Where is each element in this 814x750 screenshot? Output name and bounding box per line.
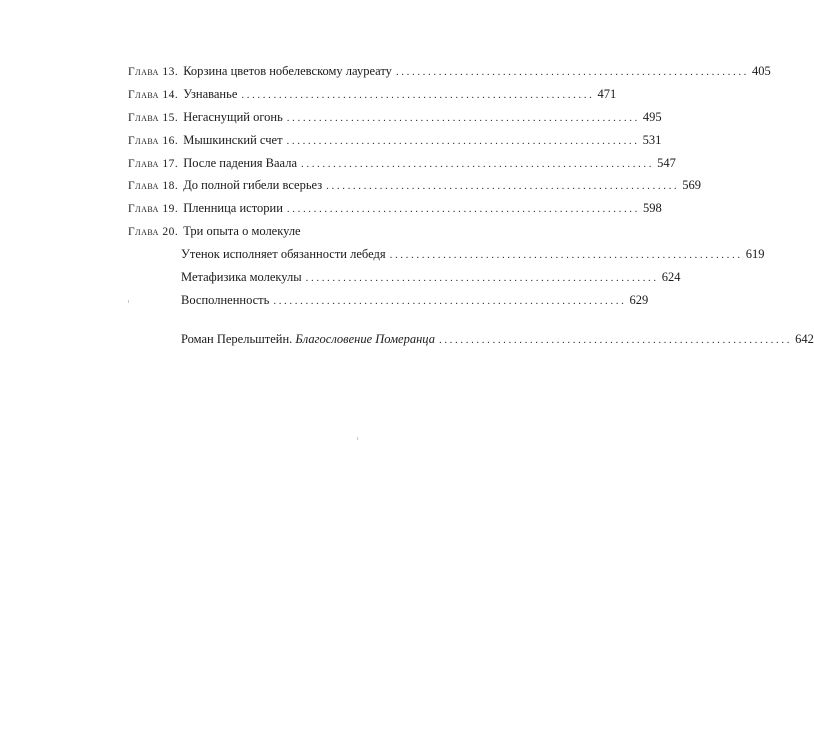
dot-leader: .................................................................. — [241, 88, 595, 101]
toc-entry-chapter-16 — [128, 129, 662, 152]
page-number: 598 — [643, 201, 662, 216]
toc-entry-chapter-20 — [128, 220, 500, 243]
chapter-number: Глава 15. — [128, 111, 179, 124]
toc-subentry — [128, 243, 765, 266]
subentry-title: Утенок исполняет обязанности лебедя — [181, 247, 386, 262]
chapter-title: Пленница истории — [183, 201, 283, 216]
dot-leader: .................................................................. — [438, 333, 793, 346]
dot-leader: .................................................................. — [395, 66, 750, 78]
page-number: 624 — [661, 270, 681, 285]
toc-entry-chapter-17 — [128, 152, 676, 175]
toc-subentry — [128, 289, 649, 312]
page-number: 471 — [597, 86, 617, 101]
chapter-title: Негаснущий огонь — [183, 109, 283, 124]
dot-leader: .................................................................. — [286, 111, 640, 124]
subentry-title: Восполненность — [181, 292, 270, 307]
chapter-title: После падения Ваала — [183, 155, 297, 170]
chapter-number: Глава 18. — [128, 180, 179, 193]
chapter-number: Глава 20. — [128, 226, 179, 239]
scan-speck — [357, 437, 358, 440]
chapter-number: Глава 16. — [128, 134, 179, 147]
page-number: 547 — [657, 155, 676, 170]
toc-entry-chapter-14 — [128, 83, 617, 106]
dot-leader: .................................................................. — [305, 272, 659, 285]
page-number: 531 — [642, 132, 662, 147]
dot-leader: .................................................................. — [301, 157, 655, 170]
toc-afterword — [128, 328, 814, 351]
scan-speck — [128, 300, 129, 303]
chapter-number: Глава 14. — [128, 88, 179, 101]
page-number: 569 — [682, 178, 702, 193]
page-number: 495 — [642, 109, 662, 124]
page-number: 619 — [745, 247, 765, 262]
chapter-title: Мышкинский счет — [183, 132, 283, 147]
toc-entry-chapter-19 — [128, 197, 662, 220]
chapter-title: До полной гибели всерьез — [183, 178, 323, 193]
toc-entry-chapter-13 — [128, 60, 771, 83]
afterword-title: Благословение Померанца — [295, 331, 435, 346]
dot-leader: .................................................................. — [389, 249, 743, 262]
afterword-author: Роман Перельштейн. — [181, 331, 293, 346]
page-number: 642 — [795, 331, 814, 346]
chapter-number: Глава 19. — [128, 203, 179, 216]
chapter-title: Узнаванье — [183, 86, 238, 101]
chapter-title: Три опыта о молекуле — [183, 224, 301, 239]
chapter-number: Глава 13. — [128, 66, 179, 78]
subentry-title: Метафизика молекулы — [181, 270, 302, 285]
dot-leader: .................................................................. — [286, 134, 640, 147]
page-number: 629 — [629, 292, 649, 307]
table-of-contents — [128, 60, 814, 351]
toc-entry-chapter-15 — [128, 106, 662, 129]
toc-entry-chapter-18 — [128, 174, 702, 197]
dot-leader: .................................................................. — [286, 203, 640, 216]
chapter-title: Корзина цветов нобелевскому лауреату — [183, 64, 392, 78]
page-number: 405 — [752, 64, 771, 78]
toc-subentry — [128, 266, 681, 289]
dot-leader: .................................................................. — [326, 180, 680, 193]
dot-leader: .................................................................. — [273, 294, 627, 307]
chapter-number: Глава 17. — [128, 157, 179, 170]
